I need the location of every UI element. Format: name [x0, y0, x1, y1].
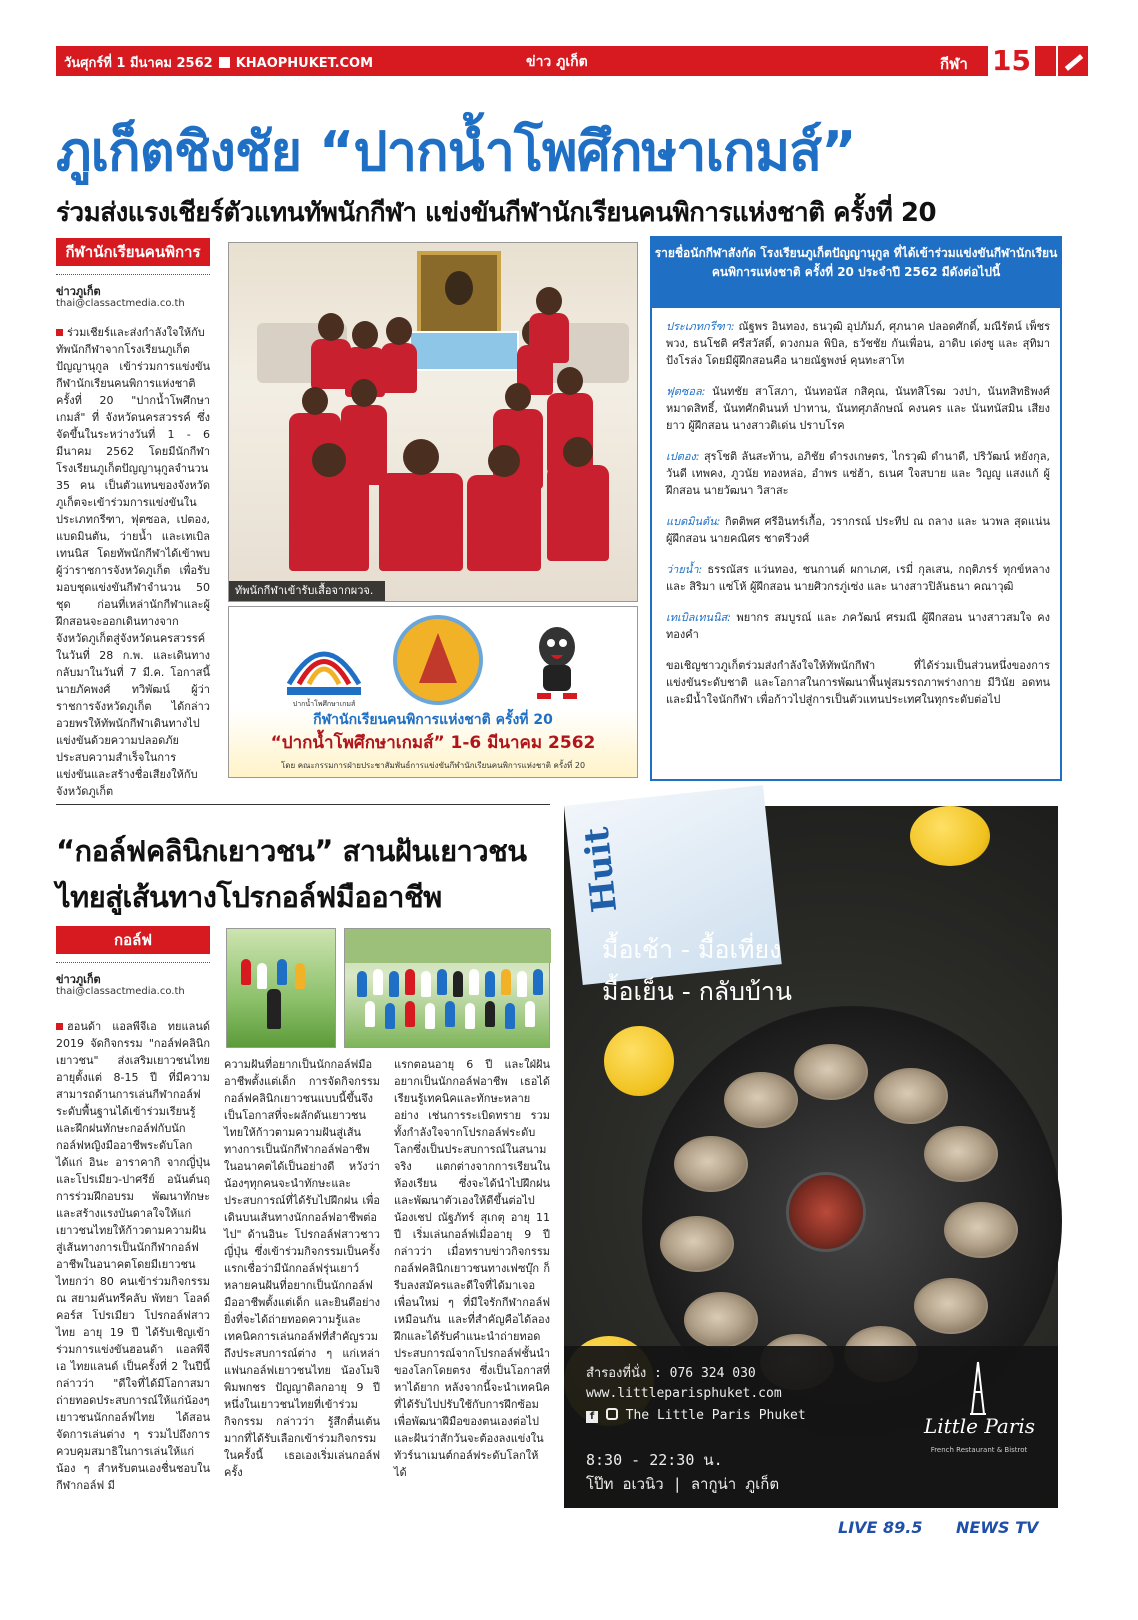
- roster-names: กิตติพศ ศรีอินทร์เกื้อ, วรากรณ์ ประทีป ณ ถลาง และ นวพล สุดแน่น ผู้ฝึกสอน นายคณิศร ชาตรีวงศ์: [666, 515, 1050, 545]
- instagram-icon: [606, 1408, 618, 1420]
- oyster: [674, 1136, 748, 1192]
- oyster: [660, 1216, 734, 1272]
- article2-headline-line2: ไทยสู่เส้นทางโปรกอล์ฟมืออาชีพ: [56, 880, 442, 914]
- header-date: วันศุกร์ที่ 1 มีนาคม 2562: [64, 56, 213, 71]
- bullet-icon: [56, 1023, 63, 1030]
- roster-item: [666, 318, 1050, 369]
- divider: [56, 274, 210, 275]
- ad-slogan-line2: มื้อเย็น - กลับบ้าน: [602, 977, 793, 1006]
- oyster: [944, 1202, 1018, 1258]
- games-banner: [228, 606, 638, 778]
- person: [547, 465, 609, 561]
- donation-board: [409, 331, 519, 371]
- mascot-icon: [525, 621, 589, 701]
- roster-sport: แบดมินตัน:: [666, 515, 721, 528]
- article2-column-1: [56, 1018, 210, 1508]
- bullet-icon: [56, 329, 63, 336]
- roster-closing: ขอเชิญชาวภูเก็ตร่วมส่งกำลังใจให้ทัพนักกีฬา ที่ได้ร่วมเป็นส่วนหนึ่งของการแข่งขันระดับชาติ และโอกาสในการพัฒนาพื้นฟูสมรรถภาพร่างกาย มีวินัย อดทน และมีน้ำใจนักกีฬา เพื่อก้าวไปสู่การเป็นตัวแทนประเทศในทุกระดับต่อไป: [666, 659, 1050, 706]
- header-site: KHAOPHUKET.COM: [235, 56, 374, 71]
- lemon: [604, 1026, 674, 1096]
- games-emblem-icon: [393, 615, 483, 705]
- header-date-line: [64, 52, 373, 73]
- banner-slogan: “ปากน้ำโพศึกษาเกมส์” 1-6 มีนาคม 2562: [270, 733, 596, 753]
- roster-item: [666, 448, 1050, 499]
- oyster: [794, 1044, 868, 1100]
- games-logo-text: ปากน้ำโพศึกษาเกมส์: [292, 700, 356, 708]
- ad-brand-sub: French Restaurant & Bistrot: [930, 1446, 1028, 1454]
- article2-author: ข่าวภูเก็ต: [56, 973, 101, 986]
- person: [289, 475, 369, 571]
- oyster: [724, 1072, 798, 1128]
- tv-logo: NEWS TV: [956, 1518, 1039, 1537]
- golf-photo-1: [226, 928, 336, 1048]
- newspaper-logo: ข่าว ภูเก็ต: [526, 54, 588, 70]
- roster-list: [666, 318, 1050, 722]
- roster-names: ณัฐพร อินทอง, ธนวุฒิ อุปภัมภ์, ศุภนาค ปลอดศักดิ์, มณีรัตน์ เพ็ชรพวง, ธนโชติ ศรีสวัสดิ์, ดวงกมล พิบิล, ธวัชชัย กันเพื่อน, อาดิบ เด่งซู และ สุทิมา ปังโรล่ง โดยมีผู้ฝึกสอนคือ นายณัฐพงษ์ คุนทะสาโท: [666, 320, 1051, 367]
- ad-phone: สำรองที่นั่ง : 076 324 030: [586, 1366, 756, 1381]
- roster-item: [666, 561, 1050, 595]
- article1-body-column: [56, 324, 210, 798]
- roster-item: [666, 513, 1050, 547]
- roster-names: พยากร สมบูรณ์ และ ภควัฒน์ ศรมณี ผู้ฝึกสอน นางสาวสมใจ คงทองคำ: [666, 611, 1051, 641]
- roster-sport: ว่ายน้ำ:: [666, 563, 703, 576]
- oyster: [684, 1292, 758, 1348]
- roster-box: [650, 236, 1062, 781]
- corner-mark-icon: [1058, 46, 1088, 76]
- square-icon: [219, 57, 230, 68]
- golf-photo-2: [344, 928, 550, 1048]
- person: [341, 405, 387, 485]
- restaurant-ad: [564, 806, 1058, 1508]
- roster-item: [666, 609, 1050, 643]
- roster-names: นันทชัย สาโสภา, นันทอนัส กสิคุณ, นันทสิโรฒ วงปา, นันทสิทธิพงศ์ หมาดสิทธิ์, นันทศักดินนท์ ปาทาน, นันทศุภลักษณ์ คงนคร และ นันทนัสมิน เสียงยาว ผู้ฝึกสอน นางสาวดิเด่น ปราบโรค: [666, 385, 1050, 432]
- lemon: [910, 806, 990, 866]
- oyster: [874, 1068, 948, 1124]
- ad-brand: Little Paris: [924, 1414, 1036, 1438]
- roster-item: [666, 383, 1050, 434]
- radio-logo: LIVE 89.5: [838, 1518, 923, 1537]
- photo-caption: ทัพนักกีฬาเข้ารับเสื้อจากผวจ.: [229, 581, 385, 601]
- paper-text: Huit: [576, 825, 626, 915]
- article2-headline-line1: “กอล์ฟคลินิกเยาวชน” สานฝันเยาวชน: [56, 834, 527, 868]
- section-name: กีฬา: [940, 55, 968, 73]
- roster-names: สุรโชติ ลันสะท้าน, อภิชัย ดำรงเกษตร, ไกรวุฒิ ดำนาดี, ปริวัฒน์ หยังกุล, วันดี เทพคง, ภูวนัย ทองหล่อ, อำพร แซ่ฮ้า, ธเนศ ใจสบาย และ วิญญู แสงแก้ ผู้ฝึกสอน นายวัฒนา วิสาสะ: [666, 450, 1051, 497]
- eiffel-tower-icon: [958, 1360, 998, 1416]
- person: [379, 473, 463, 571]
- oyster: [924, 1126, 998, 1182]
- banner-organizer: โดย คณะกรรมการฝ่ายประชาสัมพันธ์การแข่งขันกีฬานักเรียนคนพิการแห่งชาติ ครั้งที่ 20: [280, 761, 586, 770]
- roster-names: ธรรณัสร แว่นทอง, ชนกานต์ ผกาเภศ, เรมี่ กุลเสน, กฤติภรร์ ทุกข์หลาง และ สิริมา แซ่โห้ ผู้ฝึกสอน นายศิวกรภู่เซ่ง และ นางสาวปิลันธนา คณาวุฒิ: [666, 563, 1050, 593]
- games-logo-icon: [279, 629, 369, 699]
- ad-hours: 8:30 - 22:30 น.: [586, 1451, 723, 1469]
- ad-social: The Little Paris Phuket: [625, 1408, 806, 1423]
- roster-sport: เทเบิลเทนนิส:: [666, 611, 731, 624]
- roster-sport: เปตอง:: [666, 450, 700, 463]
- article2-column-2: [224, 1056, 380, 1508]
- article1-photo: [228, 242, 638, 602]
- article1-body: ร่วมเชียร์และส่งกำลังใจให้กับทัพนักกีฬาจากโรงเรียนภูเก็ตปัญญานุกูล เข้าร่วมการแข่งขันกีฬานักเรียนคนพิการแห่งชาติ ครั้งที่ 20 "ปากน้ำโพศึกษาเกมส์" ที่ จังหวัดนครสวรรค์ ซึ่งจัดขึ้นในระหว่างวันที่ 1 - 6 มีนาคม 2562 โดยมีนักกีฬาโรงเรียนภูเก็ตปัญญานุกูลจำนวน 35 คน เป็นตัวแทนของจังหวัดภูเก็ตจะเข้าร่วมการแข่งขันในประเภทกรีฑา, ฟุตซอล, เปตอง, แบดมินตัน, ว่ายน้ำ และเทเบิลเทนนิส โดยทัพนักกีฬาได้เข้าพบผู้ว่าราชการจังหวัดภูเก็ต เพื่อรับมอบชุดแข่งขันกีฬาจำนวน 50 ชุด ก่อนที่เหล่านักกีฬาและผู้ฝึกสอนจะออกเดินทางจากจังหวัดภูเก็ตสู่จังหวัดนครสวรรค์ในวันที่ 28 ก.พ. และเดินทางกลับมาในวันที่ 7 มี.ค. โอกาสนี้นายภัคพงศ์ ทวิพัฒน์ ผู้ว่าราชการจังหวัดภูเก็ต ได้กล่าวอวยพรให้ทัพนักกีฬาเดินทางไปแข่งขันด้วยความปลอดภัย ประสบความสำเร็จในการแข่งขันและสร้างชื่อเสียงให้กับจังหวัดภูเก็ต: [56, 326, 210, 798]
- roster-sport: ประเภทกรีฑา:: [666, 320, 735, 333]
- page-number: 15: [988, 43, 1035, 77]
- ad-website: www.littleparisphuket.com: [586, 1386, 782, 1401]
- banner-title: กีฬานักเรียนคนพิการแห่งชาติ ครั้งที่ 20: [313, 712, 553, 728]
- page-header: [56, 46, 1056, 76]
- article2-column-3: [394, 1056, 550, 1508]
- article2-col1: ฮอนด้า แอลพีจีเอ ทยแลนด์ 2019 จัดกิจกรรม "กอล์ฟคลินิกเยาวชน" ส่งเสริมเยาวชนไทยอายุตั้งแต่ 8-15 ปี ที่มีความสามารถด้านการเล่นกีฬากอล์ฟระดับพื้นฐานได้เข้าร่วมเรียนรู้และฝึกฝนทักษะกอล์ฟกับนักกอล์ฟหญิงมืออาชีพระดับโลกได้แก่ อินะ อาราคากิ จากญี่ปุ่น และโปรเมียว-ปาศรีย์ อนันต์นฤการร่วมฝึกอบรม พัฒนาทักษะและสร้างแรงบันดาลใจให้แก่เยาวชนไทยให้ก้าวตามความฝันสู่เส้นทางการเป็นนักกีฬากอล์ฟอาชีพในอนาคตโดยมีเยาวชนไทยกว่า 80 คนเข้าร่วมกิจกรรม ณ สยามคันทรีคลับ พัทยา โอลด์คอร์ส โปรเมียว โปรกอล์ฟสาวไทย อายุ 19 ปี ได้รับเชิญเข้าร่วมการแข่งขันฮอนด้า แอลพีจีเอ ไทยแลนด์ เป็นครั้งที่ 2 ในปีนี้ กล่าวว่า "ดีใจที่ได้มีโอกาสมาถ่ายทอดประสบการณ์ให้แก่น้องๆ เยาวชนนักกอล์ฟไทย ได้สอนจัดการเล่นต่าง ๆ รวมไปถึงการควบคุมสมาธิในการเล่นให้แก่น้อง ๆ สำหรับตนเองชื่นชอบในกีฬากอล์ฟ มี: [56, 1020, 210, 1492]
- ad-location: โป๊ท อเวนิว | ลากูน่า ภูเก็ต: [586, 1475, 780, 1493]
- article1-email: thai@classactmedia.co.th: [56, 298, 185, 309]
- article1-tag: กีฬานักเรียนคนพิการ: [56, 238, 210, 266]
- section-divider: [56, 804, 550, 805]
- article2-email: thai@classactmedia.co.th: [56, 986, 185, 997]
- article1-subheadline: ร่วมส่งแรงเชียร์ตัวแทนทัพนักกีฬา แข่งขันกีฬานักเรียนคนพิการแห่งชาติ ครั้งที่ 20: [56, 198, 937, 228]
- roster-sport: ฟุตซอล:: [666, 385, 706, 398]
- article2-col2: ความฝันที่อยากเป็นนักกอล์ฟมืออาชีพตั้งแต่เด็ก การจัดกิจกรรมกอล์ฟคลินิกเยาวชนแบบนี้ขึ้นจึงเป็นโอกาสที่จะผลักดันเยาวชนไทยให้ก้าวตามความฝันสู่เส้นทางการเป็นนักกีฬากอล์ฟอาชีพในอนาคตได้เป็นอย่างดี หวังว่าน้องๆทุกคนจะนำทักษะและประสบการณ์ที่ได้รับไปฝึกฝน เพื่อเดินบนเส้นทางนักกอล์ฟอาชีพต่อไป" ด้านอินะ โปรกอล์ฟสาวชาวญี่ปุ่น ซึ่งเข้าร่วมกิจกรรมเป็นครั้งแรกเชื่อว่ามีนักกอล์ฟรุ่นเยาว์หลายคนฝันที่อยากเป็นนักกอล์ฟมืออาชีพตั้งแต่เด็ก และยินดีอย่างยิ่งที่จะได้ถ่ายทอดความรู้และเทคนิคการเล่นกอล์ฟที่สำคัญรวมถึงประสบการณ์ต่าง ๆ แก่เหล่าแฟนกอล์ฟเยาวชนไทย น้องโมจิ พิมพกชร ปัญญาดิลกอายุ 9 ปี หนึ่งในเยาวชนไทยที่เข้าร่วมกิจกรรม กล่าวว่า รู้สึกตื่นเต้นมากที่ได้รับเลือกเข้าร่วมกิจกรรมในครั้งนี้ เธอเองเริ่มเล่นกอล์ฟครั้ง: [224, 1058, 380, 1479]
- article2-col3: แรกตอนอายุ 6 ปี และใฝ่ฝันอยากเป็นนักกอล์ฟอาชีพ เธอได้เรียนรู้เทคนิคและทักษะหลายอย่าง เช่นการระเบิดทราย รวมทั้งกำลังใจจากโปรกอล์ฟระดับโลกซึ่งเป็นประสบการณ์ในสนามจริง แตกต่างจากการเรียนในห้องเรียน ซึ่งจะได้นำไปฝึกฝน และพัฒนาตัวเองให้ดีขึ้นต่อไป น้องเชป ณัฐภัทร์ สุเกตุ อายุ 11 ปี เริ่มเล่นกอล์ฟเมื่ออายุ 9 ปี กล่าวว่า เมื่อทราบข่าวกิจกรรมกอล์ฟคลินิกเยาวชนทางเฟซบุ๊ก ก็รีบลงสมัครและดีใจที่ได้มาเจอเพื่อนใหม่ ๆ ที่มีใจรักกีฬากอล์ฟเหมือนกัน และที่สำคัญคือได้ลองฝึกและได้รับคำแนะนำถ่ายทอดประสบการณ์จากโปรกอล์ฟชั้นนำของโลกโดยตรง ซึ่งเป็นโอกาสที่หาได้ยาก หลังจากนี้จะนำเทคนิคที่ได้รับไปปรับใช้กับการฝึกซ้อม เพื่อพัฒนาฝีมือของตนเองต่อไป และฝันว่าสักวันจะต้องลงแข่งในทัวร์นาเมนต์กอล์ฟระดับโลกให้ได้: [394, 1058, 551, 1479]
- article2-headline: [56, 828, 550, 920]
- divider: [56, 962, 210, 963]
- article2-tag: กอล์ฟ: [56, 926, 210, 954]
- ad-info-panel: [564, 1346, 1058, 1508]
- person: [529, 313, 569, 363]
- ad-slogan-line1: มื้อเช้า - มื้อเที่ยง: [602, 935, 782, 964]
- sauce-bowl: [786, 1172, 866, 1252]
- article1-author: ข่าวภูเก็ต: [56, 285, 101, 298]
- person: [467, 475, 541, 571]
- oyster: [914, 1278, 988, 1334]
- article1-headline: ภูเก็ตชิงชัย “ปากน้ำโพศึกษาเกมส์”: [56, 120, 856, 183]
- ad-social-line: [586, 1408, 806, 1423]
- facebook-icon: f: [586, 1411, 598, 1423]
- roster-heading: รายชื่อนักกีฬาสังกัด โรงเรียนภูเก็ตปัญญานุกูล ที่ได้เข้าร่วมแข่งขันกีฬานักเรียนคนพิการแห่งชาติ ครั้งที่ 20 ประจำปี 2562 มีดังต่อไปนี้: [652, 238, 1060, 308]
- footer-logos: [838, 1516, 1058, 1542]
- person: [381, 343, 417, 393]
